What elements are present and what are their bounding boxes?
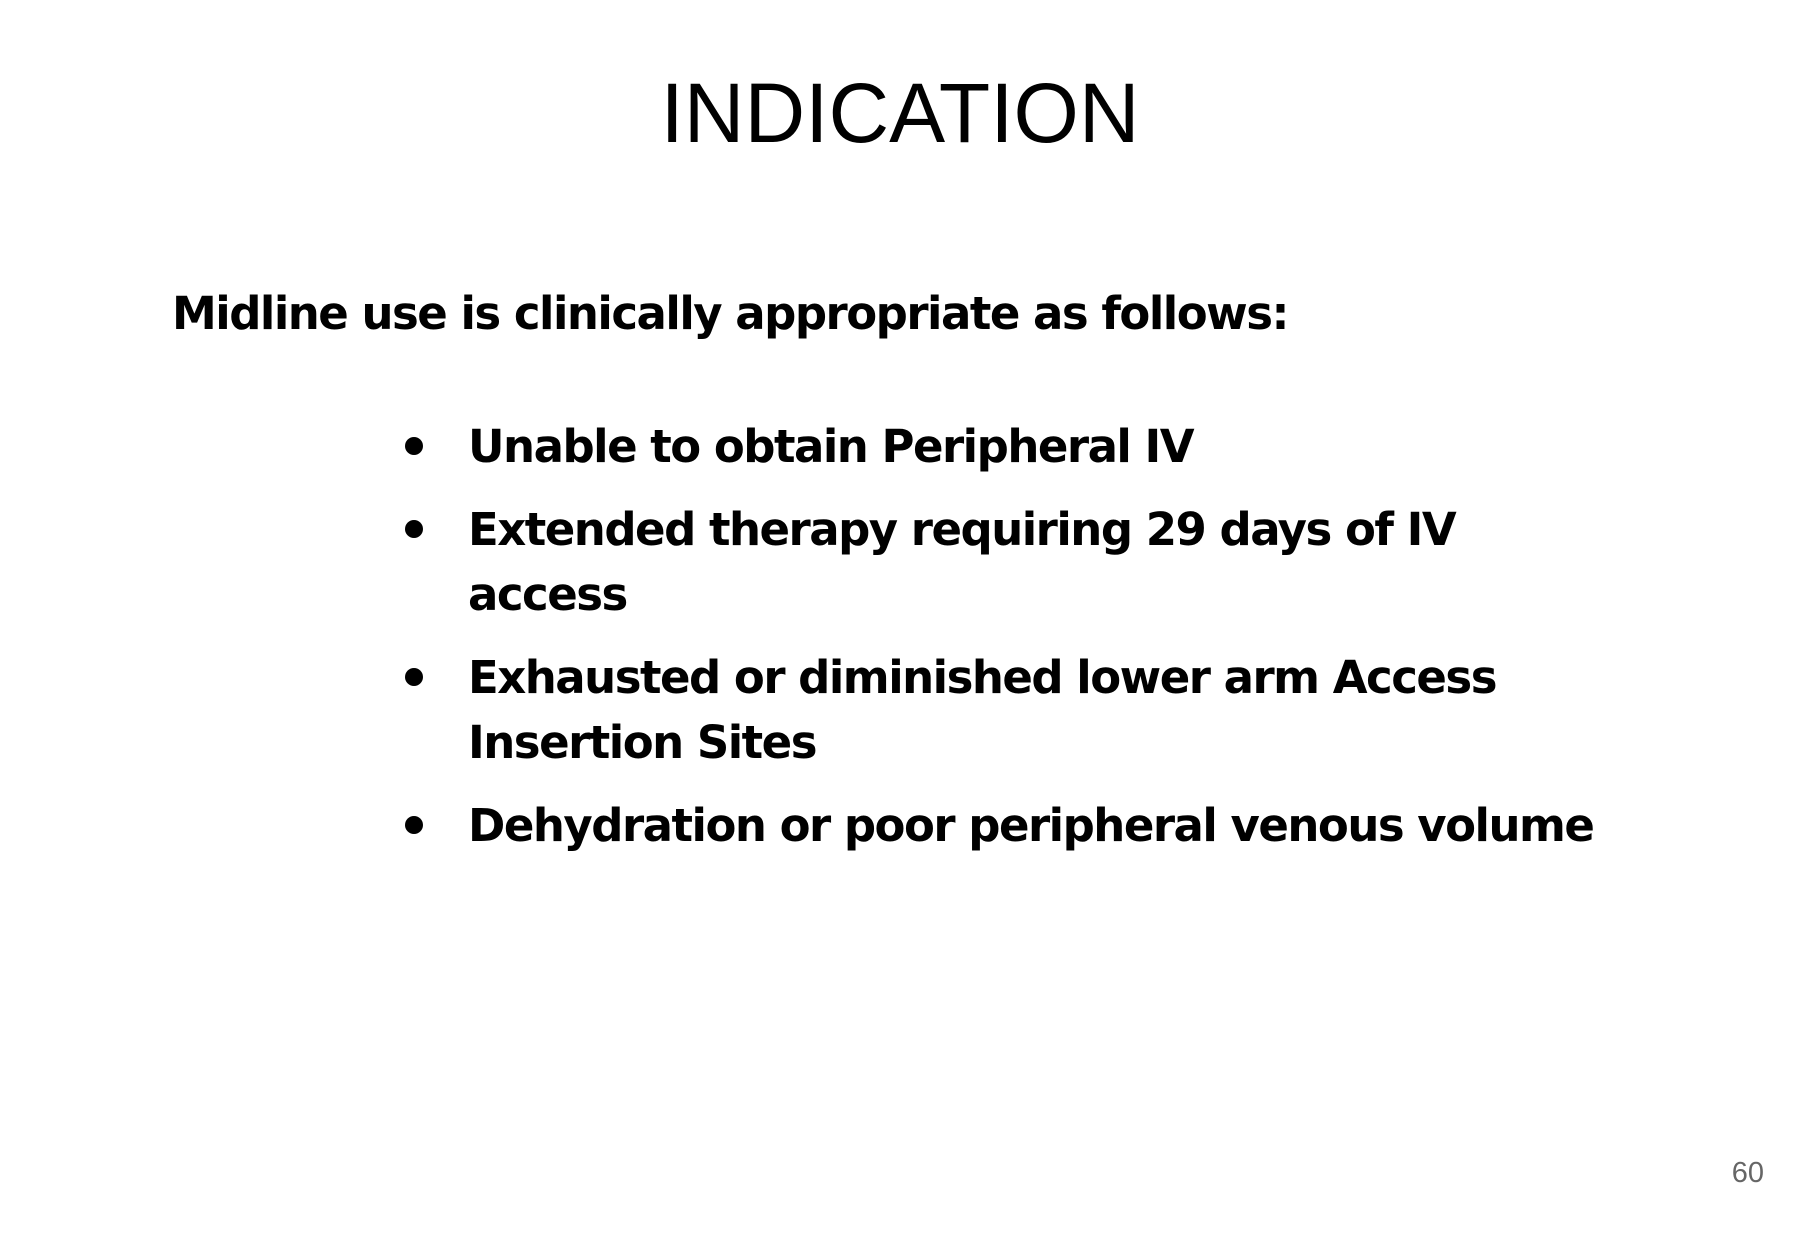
bullet-dot-icon: [405, 520, 423, 538]
bullet-item: [400, 645, 1600, 775]
bullet-dot-icon: [405, 668, 423, 686]
bullet-text: Unable to obtain Peripheral IV: [468, 420, 1194, 473]
slide-title: INDICATION: [660, 66, 1140, 160]
bullet-text: Dehydration or poor peripheral venous volume: [468, 799, 1594, 852]
bullet-item: [400, 793, 1600, 858]
bullet-text: Extended therapy requiring 29 days of IV access: [468, 503, 1456, 621]
bullet-text: Exhausted or diminished lower arm Access Insertion Sites: [468, 651, 1496, 769]
bullet-item: [400, 497, 1600, 627]
intro-text: Midline use is clinically appropriate as follows:: [172, 287, 1288, 340]
bullet-dot-icon: [405, 816, 423, 834]
bullet-dot-icon: [405, 437, 423, 455]
bullet-item: [400, 414, 1600, 479]
page-number: 60: [1731, 1157, 1764, 1189]
bullet-list: [400, 414, 1600, 876]
